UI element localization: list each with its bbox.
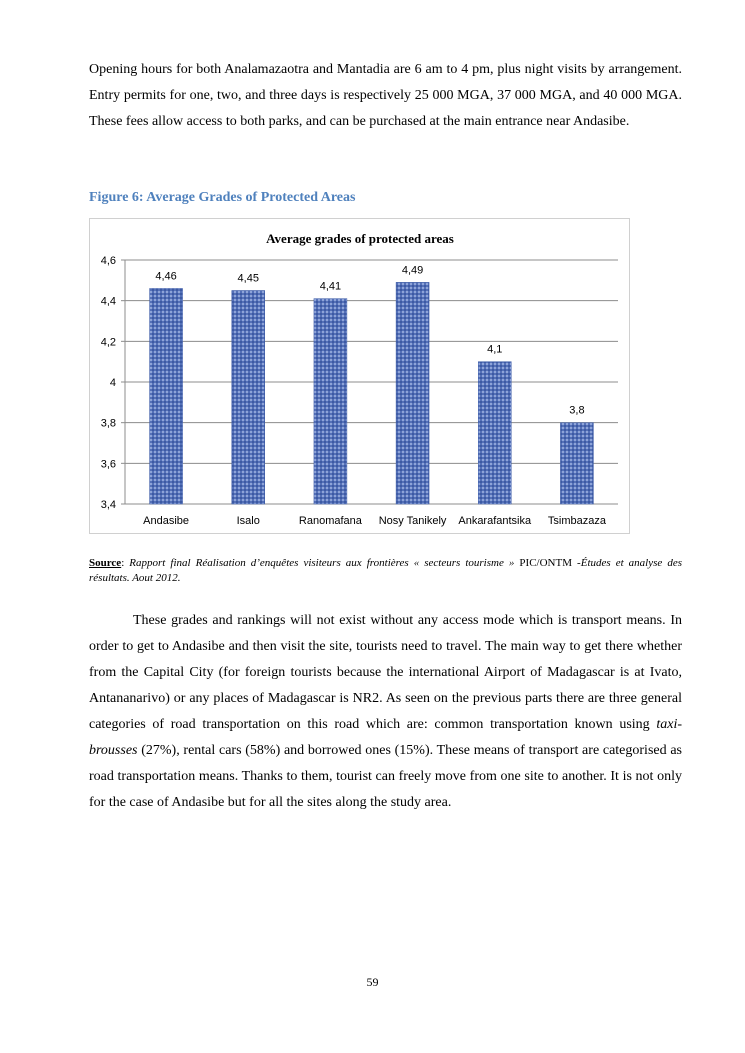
y-tick-label: 4,2 <box>100 336 116 349</box>
paragraph-opening-hours: Opening hours for both Analamazaotra and Mantadia are 6 am to 4 pm, plus night visits by arrangement. Entry permits for one, two, and three days is respectively 25 000 MGA, 37 000 MGA, and 40 000 MGA. These fees allow access to both parks, and can be purchased at the main entrance near Andasibe. <box>89 62 682 129</box>
x-tick-label: Tsimbazaza <box>547 515 606 527</box>
x-tick-label: Ankarafantsika <box>458 515 532 527</box>
bar-nosy-tanikely <box>396 282 429 504</box>
y-tick-label: 4 <box>109 377 116 389</box>
y-tick-label: 4,6 <box>100 255 116 267</box>
bar-ranomafana <box>314 299 347 504</box>
source-note <box>89 556 682 586</box>
data-label: 4,45 <box>237 272 259 285</box>
data-label: 4,49 <box>401 264 424 277</box>
paragraph-transport-part2: (27%), rental cars (58%) and borrowed ones (15%). These means of transport are categorised as road transportation means. Thanks to them, tourist can freely move from one site to another. It is not only for the case of Andasibe but for all the sites along the study area. <box>89 743 682 810</box>
paragraph-transport-italic: taxi-brousses <box>89 717 682 758</box>
y-tick-label: 4,4 <box>100 295 116 308</box>
source-colon: : <box>121 557 130 569</box>
bar-andasibe <box>150 288 183 504</box>
paragraph-transport <box>89 608 682 816</box>
x-tick-label: Isalo <box>236 515 260 527</box>
data-label: 4,1 <box>487 343 503 356</box>
bar-tsimbazaza <box>560 423 593 504</box>
chart-canvas <box>90 219 629 533</box>
page-number: 59 <box>366 975 379 989</box>
paragraph-transport-part1: These grades and rankings will not exist without any access mode which is transport means. In order to get to Andasibe and then visit the site, tourists need to travel. The main way to get there whether from the Capital City (for foreign tourists because the international Airport of Madagascar is at Ivato, Antananarivo) or any places of Madagascar is NR2. As seen on the previous parts there are three general categories of road transportation on this road which are: common transportation known using <box>89 613 682 732</box>
bar-chart <box>89 218 630 534</box>
x-tick-label: Andasibe <box>143 515 190 527</box>
source-label: Source <box>89 557 122 569</box>
data-label: 4,46 <box>155 270 177 283</box>
source-subtitle: Études et analyse des résultats. Aout 2012. <box>89 557 682 584</box>
chart-title: Average grades of protected areas <box>266 231 454 246</box>
y-tick-label: 3,6 <box>100 458 116 471</box>
bar-ankarafantsika <box>478 362 511 504</box>
x-tick-label: Ranomafana <box>298 515 362 527</box>
data-label: 4,41 <box>319 280 342 293</box>
y-tick-label: 3,4 <box>100 499 116 511</box>
bar-isalo <box>232 291 265 505</box>
data-label: 3,8 <box>569 404 585 417</box>
x-tick-label: Nosy Tanikely <box>378 515 447 527</box>
figure-caption: Figure 6: Average Grades of Protected Areas <box>89 190 356 205</box>
source-title: Rapport final Réalisation d’enquêtes visiteurs aux frontières « secteurs tourisme » <box>129 557 515 569</box>
y-tick-label: 3,8 <box>100 417 116 430</box>
source-org: PIC/ONTM - <box>514 557 581 569</box>
